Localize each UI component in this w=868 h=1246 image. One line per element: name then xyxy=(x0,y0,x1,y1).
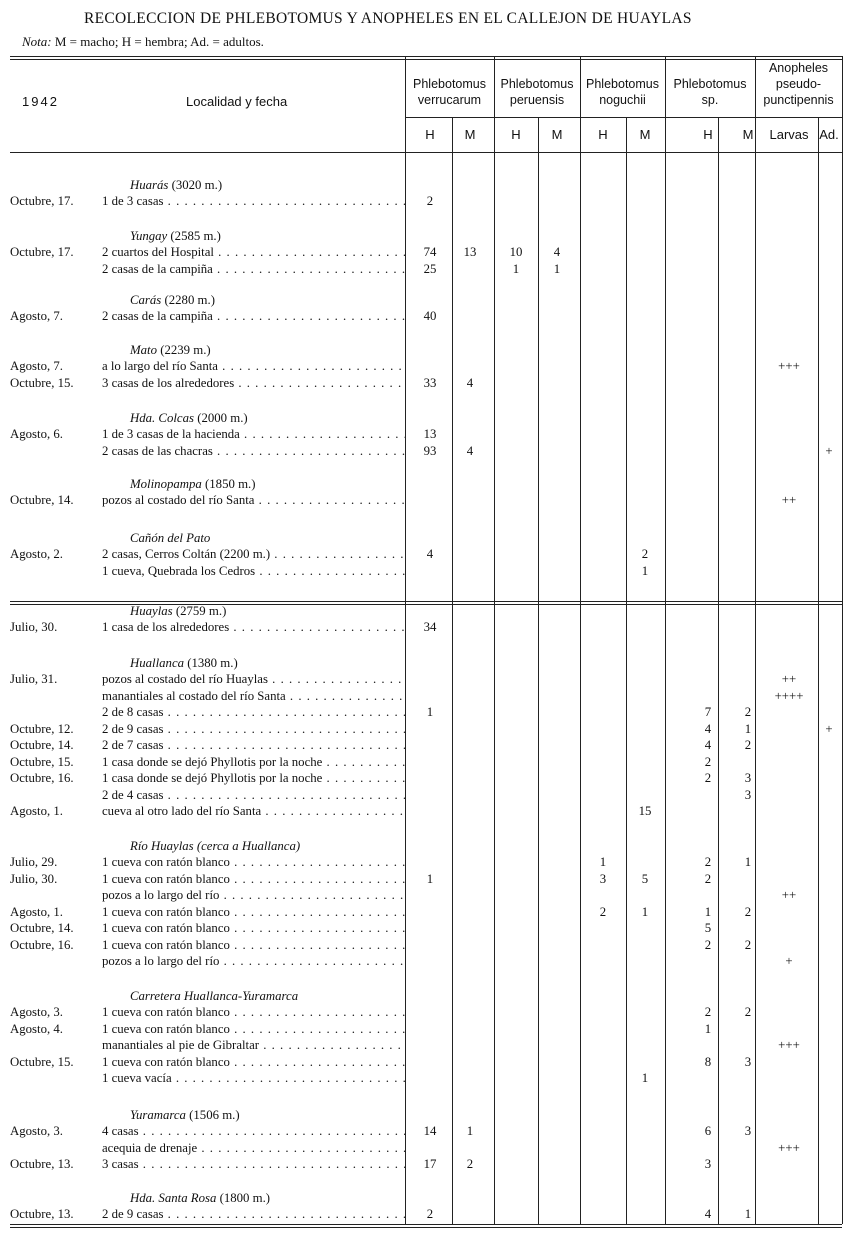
column-group-header-line: Anopheles xyxy=(768,61,829,75)
note-label: Nota: xyxy=(22,34,52,49)
row-description-text: 1 cueva, Quebrada los Cedros xyxy=(102,564,256,578)
row-date: Julio, 30. xyxy=(10,872,58,886)
row-date: Julio, 29. xyxy=(10,855,58,869)
row-description xyxy=(102,854,405,870)
table-row xyxy=(0,244,868,260)
column-subheader: M xyxy=(639,127,651,142)
row-description xyxy=(102,754,405,770)
table-row xyxy=(0,1206,868,1222)
column-subheader: H xyxy=(511,127,521,142)
row-cell: 3 xyxy=(744,788,752,802)
row-cell: 4 xyxy=(704,722,712,736)
table-row xyxy=(0,492,868,508)
locality-altitude: (2759 m.) xyxy=(172,604,227,618)
table-row xyxy=(0,563,868,579)
row-description-text: 2 cuartos del Hospital xyxy=(102,245,214,259)
row-description xyxy=(102,704,405,720)
row-description-text: acequia de drenaje xyxy=(102,1141,198,1155)
row-cell: 4 xyxy=(553,245,561,259)
row-cell: 2 xyxy=(744,738,752,752)
column-group-header-line: punctipennis xyxy=(763,93,834,107)
row-description xyxy=(102,737,405,753)
locality-header: Localidad y fecha xyxy=(186,94,288,109)
row-description xyxy=(102,1140,405,1156)
column-group-header-line: Phlebotomus xyxy=(673,77,747,91)
locality-title: Hda. Santa Rosa xyxy=(130,1191,217,1205)
row-description-text: 2 de 8 casas xyxy=(102,705,164,719)
row-description-text: 1 de 3 casas de la hacienda xyxy=(102,427,240,441)
row-description xyxy=(102,887,405,903)
row-description-text: 3 casas xyxy=(102,1157,139,1171)
row-description-text: 1 cueva con ratón blanco xyxy=(102,921,230,935)
row-cell: 1 xyxy=(641,564,649,578)
row-date: Julio, 31. xyxy=(10,672,58,686)
locality-altitude: (3020 m.) xyxy=(168,178,223,192)
row-cell: 2 xyxy=(704,755,712,769)
row-cell: 1 xyxy=(641,1071,649,1085)
table-row xyxy=(0,854,868,870)
locality-name xyxy=(130,530,210,546)
column-group-header-line: sp. xyxy=(701,93,719,107)
row-description-text: 2 de 9 casas xyxy=(102,722,164,736)
row-date: Octubre, 15. xyxy=(10,755,74,769)
row-date: Octubre, 16. xyxy=(10,771,74,785)
column-subheader: M xyxy=(742,127,754,142)
row-description xyxy=(102,721,405,737)
row-description xyxy=(102,244,405,260)
row-cell: 5 xyxy=(704,921,712,935)
row-description xyxy=(102,193,405,209)
row-description xyxy=(102,426,405,442)
section-heading xyxy=(0,1190,868,1206)
row-cell: + xyxy=(825,722,833,736)
locality-name xyxy=(130,228,221,244)
locality-title: Río Huaylas (cerca a Huallanca) xyxy=(130,839,301,853)
column-group-header xyxy=(405,76,494,108)
section-heading xyxy=(0,530,868,546)
column-group-header-line: Phlebotomus xyxy=(413,77,486,91)
row-cell: 2 xyxy=(704,771,712,785)
row-description-text: pozos a lo largo del río xyxy=(102,954,220,968)
row-cell: 1 xyxy=(704,1022,712,1036)
column-subheader: Larvas xyxy=(769,127,809,142)
section-heading xyxy=(0,342,868,358)
row-cell: ++ xyxy=(781,672,797,686)
row-description xyxy=(102,375,405,391)
row-description-text: 1 cueva vacía xyxy=(102,1071,172,1085)
row-date: Agosto, 1. xyxy=(10,804,63,818)
row-description xyxy=(102,787,405,803)
row-cell: 1 xyxy=(553,262,561,276)
row-cell: 93 xyxy=(423,444,437,458)
section-heading xyxy=(0,655,868,671)
row-description xyxy=(102,358,405,374)
row-description xyxy=(102,619,405,635)
row-cell: 4 xyxy=(466,444,474,458)
table-row xyxy=(0,546,868,562)
table-row xyxy=(0,871,868,887)
row-cell: 3 xyxy=(704,1157,712,1171)
table-row xyxy=(0,704,868,720)
row-cell: 4 xyxy=(704,1207,712,1221)
row-description-text: manantiales al pie de Gibraltar xyxy=(102,1038,260,1052)
section-heading xyxy=(0,838,868,854)
table-row xyxy=(0,375,868,391)
row-description-text: a lo largo del río Santa xyxy=(102,359,218,373)
row-date: Octubre, 14. xyxy=(10,493,74,507)
table-row xyxy=(0,1021,868,1037)
locality-name xyxy=(130,838,300,854)
column-subheader: H xyxy=(425,127,435,142)
row-cell: 34 xyxy=(423,620,437,634)
column-group-header-line: Phlebotomus xyxy=(500,77,574,91)
row-cell: 40 xyxy=(423,309,437,323)
table-row xyxy=(0,803,868,819)
locality-title: Huaylas xyxy=(130,604,173,618)
section-heading xyxy=(0,228,868,244)
row-cell: 14 xyxy=(423,1124,437,1138)
locality-name xyxy=(130,342,211,358)
row-description xyxy=(102,492,405,508)
column-group-header-line: pseudo- xyxy=(775,77,822,91)
column-subheader: H xyxy=(703,127,713,142)
table-row xyxy=(0,619,868,635)
row-description-text: 1 casa donde se dejó Phyllotis por la noche xyxy=(102,771,323,785)
row-cell: ++ xyxy=(781,888,797,902)
row-date: Agosto, 3. xyxy=(10,1124,63,1138)
column-group-header xyxy=(580,76,665,108)
row-cell: 2 xyxy=(704,872,712,886)
row-cell: +++ xyxy=(778,359,800,373)
row-description xyxy=(102,1021,405,1037)
row-description-text: cueva al otro lado del río Santa xyxy=(102,804,262,818)
locality-title: Huarás xyxy=(130,178,169,192)
table-row xyxy=(0,671,868,687)
row-cell: 3 xyxy=(744,1055,752,1069)
row-cell: 2 xyxy=(704,938,712,952)
row-description xyxy=(102,1004,405,1020)
row-date: Octubre, 15. xyxy=(10,376,74,390)
row-cell: 4 xyxy=(426,547,434,561)
row-description-text: pozos al costado del río Santa xyxy=(102,493,255,507)
row-description xyxy=(102,953,405,969)
table-row xyxy=(0,1140,868,1156)
row-cell: 2 xyxy=(704,1005,712,1019)
locality-name xyxy=(130,988,298,1004)
table-title: RECOLECCION DE PHLEBOTOMUS Y ANOPHELES EN EL CALLEJON DE HUAYLAS xyxy=(84,10,692,27)
row-cell: 2 xyxy=(744,938,752,952)
row-date: Agosto, 1. xyxy=(10,905,63,919)
row-description-text: 2 casas, Cerros Coltán (2200 m.) xyxy=(102,547,271,561)
row-date: Octubre, 13. xyxy=(10,1157,74,1171)
row-description-text: 2 casas de las chacras xyxy=(102,444,213,458)
row-cell: 1 xyxy=(466,1124,474,1138)
locality-altitude: (1380 m.) xyxy=(184,656,238,670)
locality-altitude: (2000 m.) xyxy=(194,411,248,425)
bottom-rule xyxy=(10,1224,842,1228)
table-row xyxy=(0,1004,868,1020)
locality-title: Yungay xyxy=(130,229,168,243)
table-row xyxy=(0,1070,868,1086)
row-cell: 1 xyxy=(744,1207,752,1221)
column-group-header-line: peruensis xyxy=(509,93,565,107)
row-date: Agosto, 7. xyxy=(10,359,63,373)
row-date: Octubre, 13. xyxy=(10,1207,74,1221)
locality-name xyxy=(130,476,255,492)
column-group-header xyxy=(755,60,842,108)
row-cell: 2 xyxy=(599,905,607,919)
locality-name xyxy=(130,1107,240,1123)
row-cell: 17 xyxy=(423,1157,437,1171)
table-row xyxy=(0,1037,868,1053)
row-description xyxy=(102,443,405,459)
section-heading xyxy=(0,1107,868,1123)
section-heading xyxy=(0,292,868,308)
row-description-text: 1 cueva con ratón blanco xyxy=(102,938,230,952)
row-cell: 15 xyxy=(638,804,652,818)
row-cell: 2 xyxy=(426,1207,434,1221)
row-cell: 2 xyxy=(744,1005,752,1019)
locality-name xyxy=(130,1190,270,1206)
column-group-header xyxy=(665,76,755,108)
row-description-text: pozos a lo largo del río xyxy=(102,888,220,902)
locality-title: Carás xyxy=(130,293,162,307)
column-subheader: Ad. xyxy=(819,127,839,142)
row-cell: ++ xyxy=(781,493,797,507)
row-cell: 7 xyxy=(704,705,712,719)
section-heading xyxy=(0,603,868,619)
row-cell: 2 xyxy=(744,705,752,719)
row-cell: 3 xyxy=(744,771,752,785)
table-row xyxy=(0,426,868,442)
table-row xyxy=(0,920,868,936)
column-group-header-line: verrucarum xyxy=(417,93,482,107)
row-cell: 2 xyxy=(704,855,712,869)
row-date: Agosto, 7. xyxy=(10,309,63,323)
row-date: Octubre, 12. xyxy=(10,722,74,736)
row-cell: 74 xyxy=(423,245,437,259)
column-subheader: M xyxy=(464,127,476,142)
section-heading xyxy=(0,177,868,193)
row-description xyxy=(102,920,405,936)
row-cell: 13 xyxy=(463,245,477,259)
table-row xyxy=(0,937,868,953)
row-description-text: 1 casa de los alrededores xyxy=(102,620,230,634)
row-description xyxy=(102,937,405,953)
year-header: 1942 xyxy=(22,94,59,109)
row-description xyxy=(102,261,405,277)
row-description-text: 1 cueva con ratón blanco xyxy=(102,1022,230,1036)
locality-altitude: (2239 m.) xyxy=(157,343,211,357)
row-description-text: 2 de 7 casas xyxy=(102,738,164,752)
row-cell: 1 xyxy=(704,905,712,919)
locality-altitude: (2585 m.) xyxy=(167,229,221,243)
row-cell: ++++ xyxy=(774,689,804,703)
row-date: Agosto, 3. xyxy=(10,1005,63,1019)
locality-name xyxy=(130,655,238,671)
table-row xyxy=(0,193,868,209)
row-date: Octubre, 17. xyxy=(10,245,74,259)
row-cell: 3 xyxy=(599,872,607,886)
column-group-header-line: noguchii xyxy=(599,93,646,107)
locality-title: Mato xyxy=(130,343,158,357)
section-heading xyxy=(0,476,868,492)
row-description xyxy=(102,1156,405,1172)
row-description-text: 3 casas de los alrededores xyxy=(102,376,235,390)
table-row xyxy=(0,770,868,786)
locality-title: Huallanca xyxy=(130,656,185,670)
section-heading xyxy=(0,988,868,1004)
table-row xyxy=(0,1156,868,1172)
section-heading xyxy=(0,410,868,426)
row-description xyxy=(102,904,405,920)
row-cell: 2 xyxy=(466,1157,474,1171)
locality-title: Hda. Colcas xyxy=(130,411,194,425)
row-cell: 10 xyxy=(509,245,523,259)
row-description-text: 1 cueva con ratón blanco xyxy=(102,1005,230,1019)
row-description xyxy=(102,1054,405,1070)
row-description-text: 2 casas de la campiña xyxy=(102,262,213,276)
row-cell: 8 xyxy=(704,1055,712,1069)
row-description-text: 2 casas de la campiña xyxy=(102,309,213,323)
row-date: Octubre, 15. xyxy=(10,1055,74,1069)
row-description xyxy=(102,1123,405,1139)
locality-title: Yuramarca xyxy=(130,1108,186,1122)
locality-altitude: (1506 m.) xyxy=(185,1108,240,1122)
row-date: Agosto, 6. xyxy=(10,427,63,441)
locality-title: Cañón del Pato xyxy=(130,531,211,545)
row-cell: + xyxy=(825,444,833,458)
row-cell: 4 xyxy=(704,738,712,752)
row-description-text: 2 de 9 casas xyxy=(102,1207,164,1221)
row-cell: 33 xyxy=(423,376,437,390)
locality-altitude: (1800 m.) xyxy=(216,1191,271,1205)
table-row xyxy=(0,358,868,374)
row-cell: 1 xyxy=(426,705,434,719)
table-row xyxy=(0,787,868,803)
table-row xyxy=(0,308,868,324)
table-row xyxy=(0,443,868,459)
row-cell: 1 xyxy=(426,872,434,886)
row-description xyxy=(102,546,405,562)
top-rule xyxy=(10,56,842,60)
row-cell: 25 xyxy=(423,262,437,276)
row-description-text: 1 de 3 casas xyxy=(102,194,164,208)
row-description xyxy=(102,770,405,786)
table-row xyxy=(0,904,868,920)
row-cell: 4 xyxy=(466,376,474,390)
row-description-text: 1 cueva con ratón blanco xyxy=(102,1055,230,1069)
row-cell: 5 xyxy=(641,872,649,886)
row-description xyxy=(102,671,405,687)
row-description-text: 1 casa donde se dejó Phyllotis por la noche xyxy=(102,755,323,769)
row-date: Julio, 30. xyxy=(10,620,58,634)
row-date: Agosto, 4. xyxy=(10,1022,63,1036)
row-cell: 13 xyxy=(423,427,437,441)
row-description-text: 4 casas xyxy=(102,1124,139,1138)
locality-altitude: (1850 m.) xyxy=(201,477,256,491)
locality-name xyxy=(130,292,215,308)
table-row xyxy=(0,887,868,903)
row-cell: + xyxy=(785,954,793,968)
row-description xyxy=(102,871,405,887)
row-cell: 3 xyxy=(744,1124,752,1138)
row-date: Octubre, 14. xyxy=(10,921,74,935)
row-description-text: 2 de 4 casas xyxy=(102,788,164,802)
table-row xyxy=(0,688,868,704)
column-group-header xyxy=(494,76,580,108)
row-cell: 1 xyxy=(512,262,520,276)
locality-title: Carretera Huallanca-Yuramarca xyxy=(130,989,299,1003)
table-row xyxy=(0,1123,868,1139)
table-row xyxy=(0,721,868,737)
row-date: Octubre, 17. xyxy=(10,194,74,208)
locality-name xyxy=(130,603,226,619)
row-cell: 2 xyxy=(641,547,649,561)
locality-name xyxy=(130,410,248,426)
row-description-text: 1 cueva con ratón blanco xyxy=(102,855,230,869)
row-description xyxy=(102,803,405,819)
locality-title: Molinopampa xyxy=(130,477,202,491)
row-cell: 1 xyxy=(744,855,752,869)
row-description xyxy=(102,1037,405,1053)
locality-altitude: (2280 m.) xyxy=(161,293,215,307)
row-date: Octubre, 14. xyxy=(10,738,74,752)
row-description xyxy=(102,563,405,579)
table-row xyxy=(0,953,868,969)
row-cell: +++ xyxy=(778,1038,800,1052)
row-cell: 6 xyxy=(704,1124,712,1138)
row-description xyxy=(102,1070,405,1086)
table-note xyxy=(22,34,264,50)
row-description xyxy=(102,308,405,324)
row-description-text: pozos al costado del río Huaylas xyxy=(102,672,268,686)
column-subheader: M xyxy=(551,127,563,142)
row-cell: 2 xyxy=(426,194,434,208)
column-subheader: H xyxy=(598,127,608,142)
row-cell: 2 xyxy=(744,905,752,919)
row-cell: 1 xyxy=(641,905,649,919)
row-cell: 1 xyxy=(599,855,607,869)
row-cell: 1 xyxy=(744,722,752,736)
subheader-rule xyxy=(405,117,842,118)
row-date: Octubre, 16. xyxy=(10,938,74,952)
column-group-header-line: Phlebotomus xyxy=(586,77,659,91)
row-description xyxy=(102,688,405,704)
row-date: Agosto, 2. xyxy=(10,547,63,561)
locality-name xyxy=(130,177,222,193)
row-description-text: manantiales al costado del río Santa xyxy=(102,689,286,703)
row-description-text: 1 cueva con ratón blanco xyxy=(102,872,230,886)
row-description xyxy=(102,1206,405,1222)
table-row xyxy=(0,261,868,277)
row-description-text: 1 cueva con ratón blanco xyxy=(102,905,230,919)
table-row xyxy=(0,1054,868,1070)
note-text: M = macho; H = hembra; Ad. = adultos. xyxy=(54,34,264,49)
row-cell: +++ xyxy=(778,1141,800,1155)
table-row xyxy=(0,754,868,770)
table-row xyxy=(0,737,868,753)
